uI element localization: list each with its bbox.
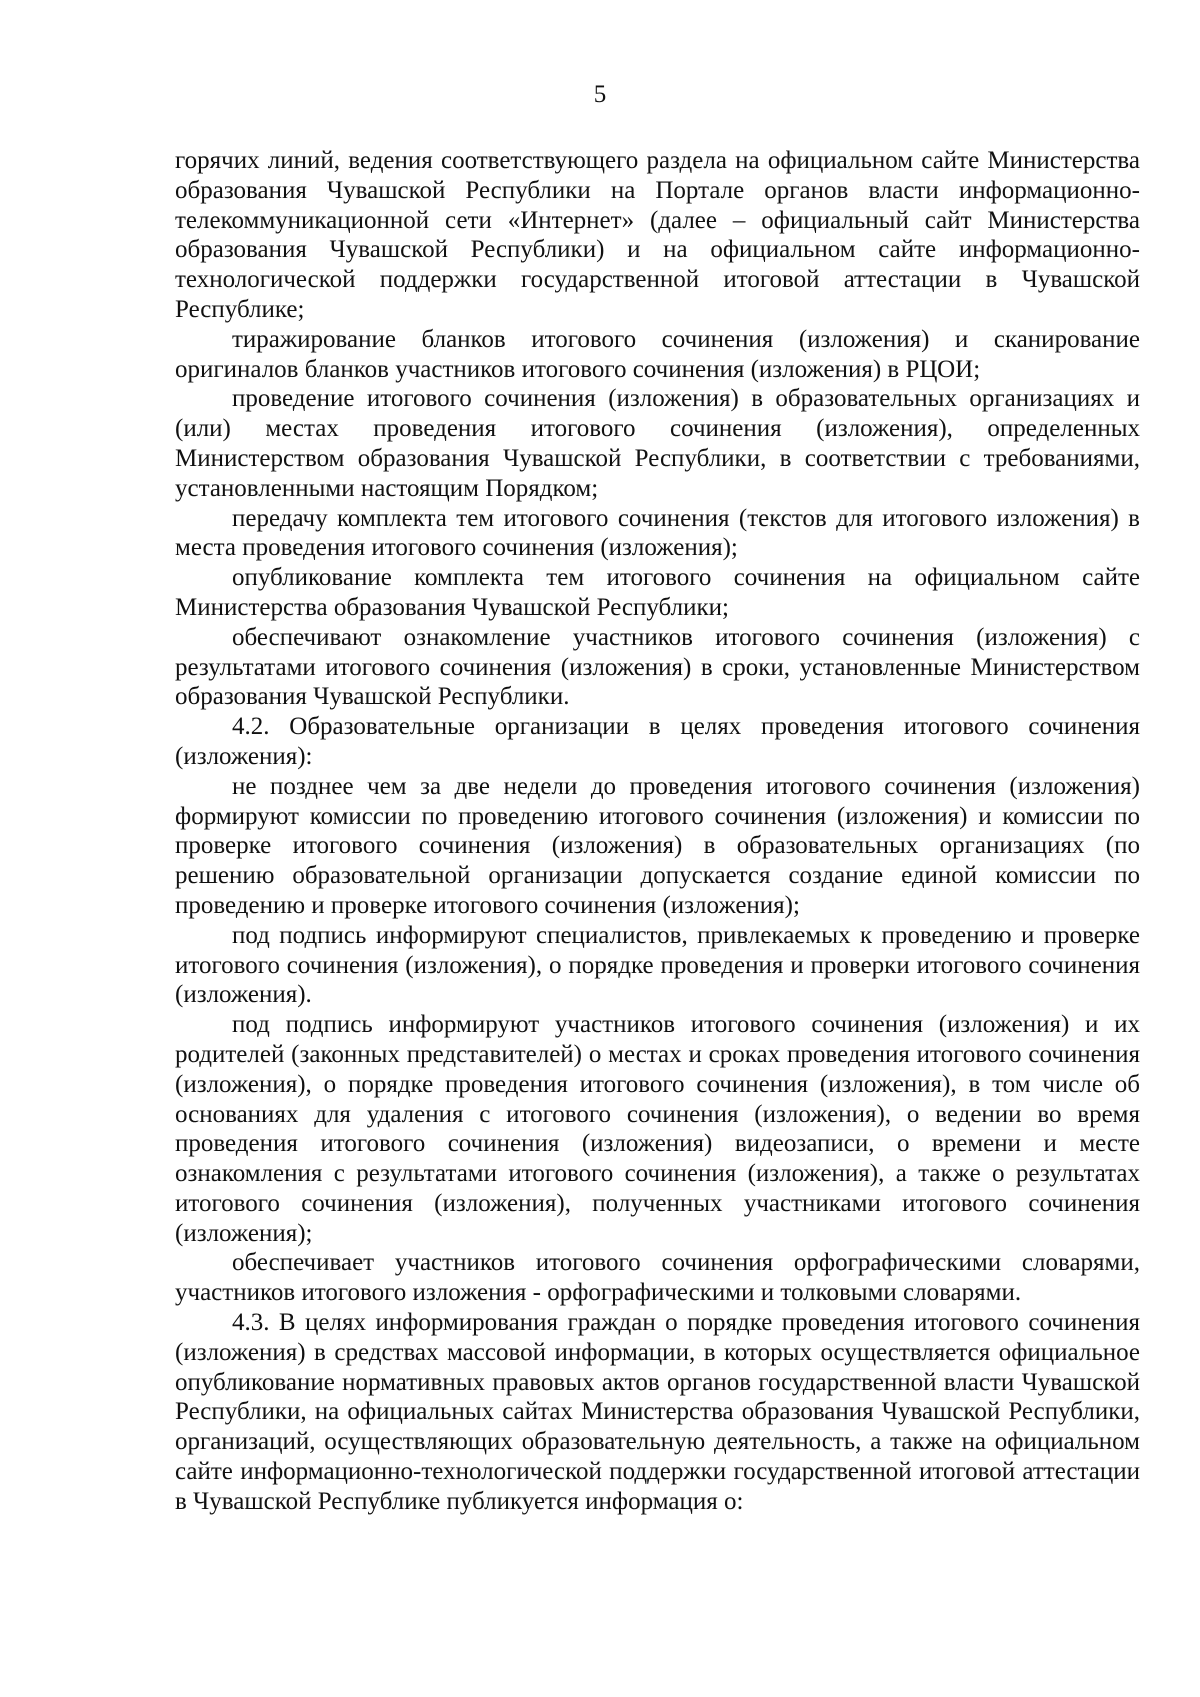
- page-number: 5: [593, 81, 607, 108]
- paragraph: обеспечивает участников итогового сочинения орфографическими словарями, участников итогового изложения - орфографическими и толковыми словарями.: [175, 1249, 1140, 1307]
- paragraph-continuation: горячих линий, ведения соответствующего раздела на официальном сайте Министерства образования Чувашской Республики на Портале органов власти информационно-телекоммуникационной сети «Интернет» (далее – официальный сайт Министерства образования Чувашской Республики) и на официальном сайте информационно-технологической поддержки государственной итоговой аттестации в Чувашской Республике;: [175, 147, 1140, 323]
- section-heading-4-3: 4.3. В целях информирования граждан о порядке проведения итогового сочинения (изложения) в средствах массовой информации, в которых осуществляется официальное опубликование нормативных правовых актов органов государственной власти Чувашской Республики, на официальных сайтах Министерства образования Чувашской Республики, организаций, осуществляющих образовательную деятельность, а также на официальном сайте информационно-технологической поддержки государственной итоговой аттестации в Чувашской Республике публикуется информация о:: [175, 1309, 1140, 1515]
- paragraph: тиражирование бланков итогового сочинения (изложения) и сканирование оригиналов бланков участников итогового сочинения (изложения) в РЦОИ;: [175, 325, 1140, 383]
- paragraph: проведение итогового сочинения (изложения) в образовательных организациях и (или) местах проведения итогового сочинения (изложения), определенных Министерством образования Чувашской Республики, в соответствии с требованиями, установленными настоящим Порядком;: [175, 385, 1140, 502]
- paragraph: передачу комплекта тем итогового сочинения (текстов для итогового изложения) в места проведения итогового сочинения (изложения);: [175, 504, 1140, 562]
- paragraph: опубликование комплекта тем итогового сочинения на официальном сайте Министерства образования Чувашской Республики;: [175, 564, 1140, 621]
- paragraph: обеспечивают ознакомление участников итогового сочинения (изложения) с результатами итогового сочинения (изложения) в сроки, установленные Министерством образования Чувашской Республики.: [175, 623, 1140, 711]
- document-body: [175, 146, 1140, 1517]
- paragraph: под подпись информируют специалистов, привлекаемых к проведению и проверке итогового сочинения (изложения), о порядке проведения и проверки итогового сочинения (изложения).: [175, 921, 1140, 1009]
- paragraph: под подпись информируют участников итогового сочинения (изложения) и их родителей (законных представителей) о местах и сроках проведения итогового сочинения (изложения), о порядке проведения итогового сочинения (изложения), в том числе об основаниях для удаления с итогового сочинения (изложения), о ведении во время проведения итогового сочинения (изложения) видеозаписи, о времени и месте ознакомления с результатами итогового сочинения (изложения), а также о результатах итогового сочинения (изложения), полученных участниками итогового сочинения (изложения);: [175, 1011, 1140, 1247]
- paragraph: не позднее чем за две недели до проведения итогового сочинения (изложения) формируют комиссии по проведению итогового сочинения (изложения) и комиссии по проверке итогового сочинения (изложения) в образовательных организациях (по решению образовательной организации допускается создание единой комиссии по проведению и проверке итогового сочинения (изложения);: [175, 772, 1140, 919]
- section-heading-4-2: 4.2. Образовательные организации в целях проведения итогового сочинения (изложения):: [175, 713, 1140, 770]
